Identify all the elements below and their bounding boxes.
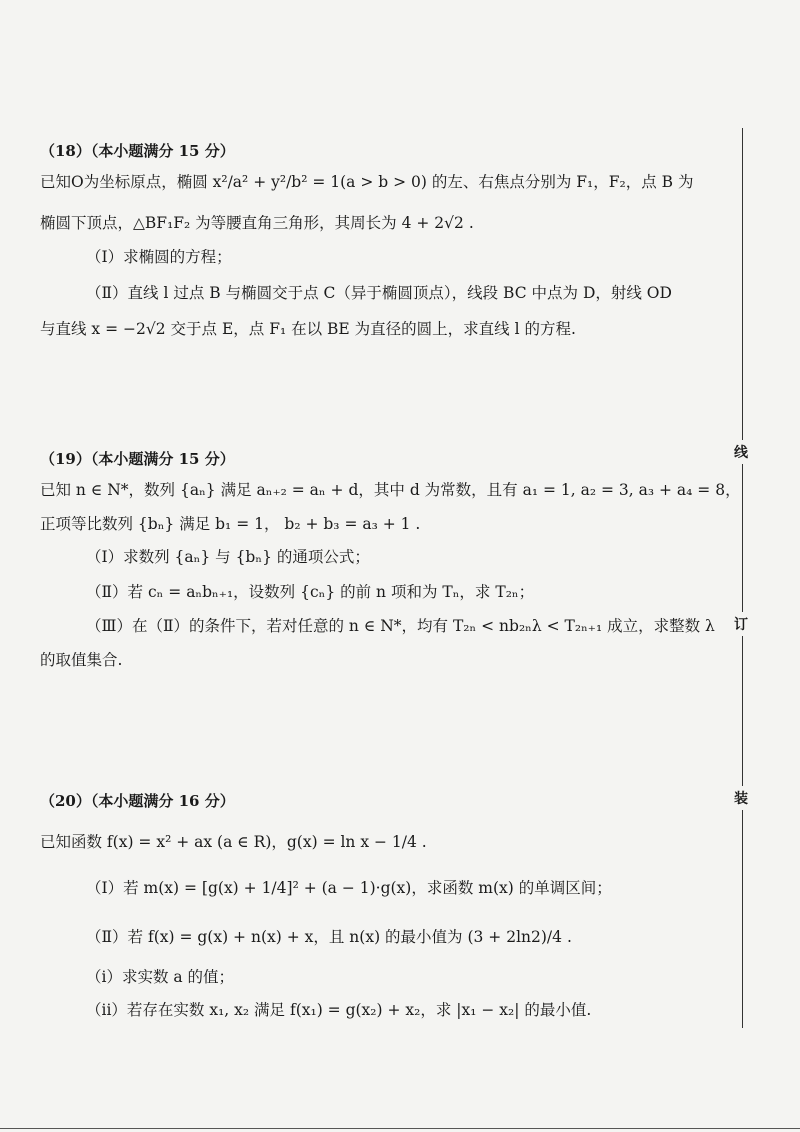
problem-18-part-2: （Ⅱ）直线 l 过点 B 与椭圆交于点 C（异于椭圆顶点），线段 BC 中点为 D，射线 OD [86,283,672,302]
problem-19-part-1: （Ⅰ）求数列 {aₙ} 与 {bₙ} 的通项公式； [86,548,370,566]
problem-18 [40,140,710,338]
problem-19-line-2: 正项等比数列 {bₙ} 满足 b₁ = 1， b₂ + b₃ = a₃ + 1 . [40,514,421,533]
problem-20-part-2: （Ⅱ）若 f(x) = g(x) + n(x) + x，且 n(x) 的最小值为 (3 + 2ln2)/4 . [86,928,572,946]
problem-20-subpart-i: （i）求实数 a 的值； [86,967,235,986]
problem-18-header: （18）（本小题满分 15 分） [40,142,235,160]
binding-label-ding: 订 [734,612,748,636]
problem-18-line-1: 已知O为坐标原点，椭圆 x²/a² + y²/b² = 1(a > b > 0) 的左、右焦点分别为 F₁，F₂，点 B 为 [40,173,694,191]
problem-19-line-6: 的取值集合. [40,650,123,669]
problem-20-part-1: （Ⅰ）若 m(x) = [g(x) + 1/4]² + (a − 1)·g(x)，求函数 m(x) 的单调区间； [86,878,612,897]
problem-19-part-3: （Ⅲ）在（Ⅱ）的条件下，若对任意的 n ∈ N*，均有 T₂ₙ < nb₂ₙλ < T₂ₙ₊₁ 成立，求整数 λ [86,617,715,635]
problem-19-line-1: 已知 n ∈ N*，数列 {aₙ} 满足 aₙ₊₂ = aₙ + d，其中 d 为常数，且有 a₁ = 1, a₂ = 3, a₃ + a₄ = 8， [40,481,741,499]
problem-19-header: （19）（本小题满分 15 分） [40,450,235,468]
problem-20-subpart-ii: （ii）若存在实数 x₁, x₂ 满足 f(x₁) = g(x₂) + x₂，求 |x₁ − x₂| 的最小值. [86,1001,592,1019]
problem-20 [40,790,710,1019]
problem-18-line-2: 椭圆下顶点，△BF₁F₂ 为等腰直角三角形，其周长为 4 + 2√2 . [40,213,474,232]
problem-20-header: （20）（本小题满分 16 分） [40,792,235,810]
problem-18-line-5: 与直线 x = −2√2 交于点 E，点 F₁ 在以 BE 为直径的圆上，求直线 l 的方程. [40,320,576,338]
problem-20-line-1: 已知函数 f(x) = x² + ax (a ∈ R)，g(x) = ln x − 1/4 . [40,833,427,851]
binding-label-xian: 线 [734,440,748,464]
problem-19-part-2: （Ⅱ）若 cₙ = aₙbₙ₊₁，设数列 {cₙ} 的前 n 项和为 Tₙ，求 T₂ₙ； [86,582,535,601]
bottom-edge-line [0,1128,800,1129]
problem-19 [40,448,741,669]
problem-18-part-1: （Ⅰ）求椭圆的方程； [86,248,232,266]
binding-label-zhuang: 装 [734,786,748,810]
binding-margin-line [742,128,743,1028]
